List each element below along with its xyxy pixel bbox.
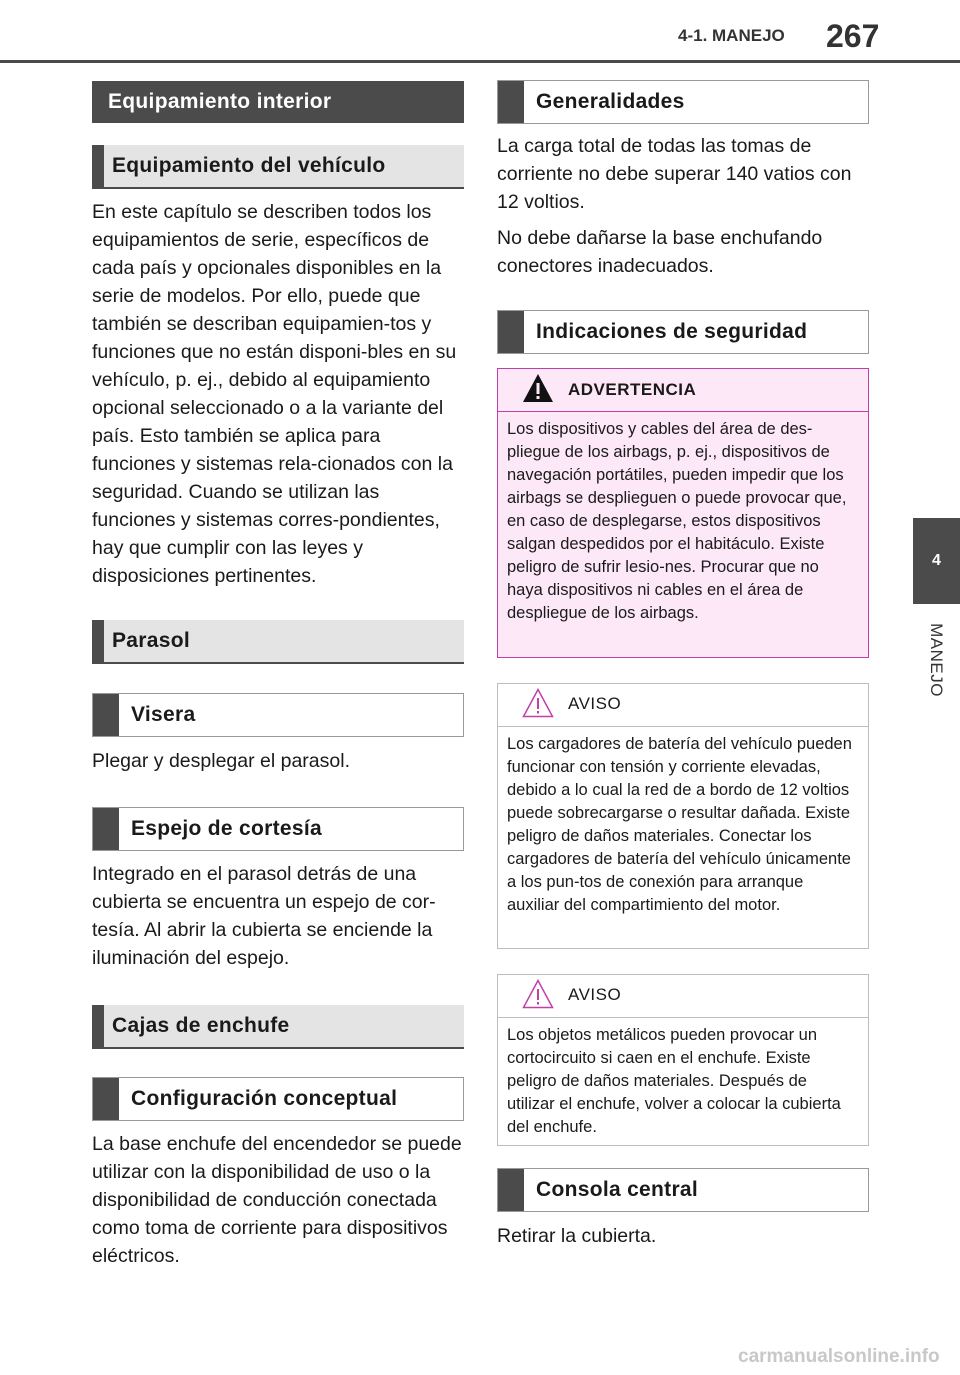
warning-triangle-icon <box>522 373 554 403</box>
warning-text: Los dispositivos y cables del área de des-pliegue de los airbags, p. ej., dispositivos de navegación portátiles, pueden impedir que los airbags se desplieguen o puede provocar que, en caso de desplegarse, estos dispositivos salgan despedidos por el habitáculo. Existe peligro de sufrir lesio-nes. Procurar que no haya dispositivos ni cables en el área de despliegue de los airbags. <box>507 420 847 622</box>
notice-title: AVISO <box>568 985 622 1004</box>
paragraph: En este capítulo se describen todos los equipamientos de serie, específicos de cada país y opcionales disponibles en la serie de modelos. Por ello, puede que también se describan equipamien-tos y funciones que no están disponi-bles en su vehículo, p. ej., debido al equipamiento opcional seleccionado o a la variante del país. Esto también se aplica para funciones y sistemas rela-cionados con la seguridad. Cuando se utilizan las funciones y sistemas corres-pondientes, hay que cumplir con las leyes y disposiciones pertinentes. <box>92 201 457 587</box>
caution-triangle-icon <box>522 979 554 1009</box>
paragraph: La base enchufe del encendedor se puede utilizar con la disponibilidad de uso o la disponibilidad de conducción conectada como toma de corriente para dispositivos eléctricos. <box>92 1133 462 1267</box>
heading-consola-central <box>497 1168 869 1212</box>
notice-title-bar <box>498 975 868 1018</box>
consola-paragraph <box>497 1222 869 1258</box>
notice-title: AVISO <box>568 694 622 713</box>
heading-text: Generalidades <box>536 90 685 113</box>
paragraph: Plegar y desplegar el parasol. <box>92 750 350 772</box>
heading-text: Equipamiento del vehículo <box>112 154 386 177</box>
paragraph: Integrado en el parasol detrás de una cubierta se encuentra un espejo de cor-tesía. Al abrir la cubierta se enciende la iluminación del espejo. <box>92 863 436 969</box>
notice-title-bar <box>498 684 868 727</box>
header-rule <box>0 60 960 63</box>
heading-text: Indicaciones de seguridad <box>536 320 808 343</box>
page-number: 267 <box>826 18 880 54</box>
caution-triangle-icon <box>522 688 554 718</box>
heading-text: Configuración conceptual <box>131 1087 398 1110</box>
watermark: carmanualsonline.info <box>738 1346 940 1367</box>
notice-text: Los objetos metálicos pueden provocar un cortocircuito si caen en el enchufe. Existe peligro de daños materiales. Después de utilizar el enchufe, volver a colocar la cubierta del enchufe. <box>507 1026 841 1136</box>
heading-text: Consola central <box>536 1178 699 1201</box>
paragraph: No debe dañarse la base enchufando conectores inadecuados. <box>497 227 823 277</box>
heading-equipamiento-vehiculo <box>92 145 464 189</box>
running-header-section: 4-1. MANEJO <box>678 26 785 45</box>
warning-title: ADVERTENCIA <box>568 380 697 399</box>
chapter-tab: 4 <box>913 518 960 604</box>
chapter-tab-label: MANEJO <box>927 623 946 697</box>
espejo-paragraph <box>92 860 468 980</box>
warning-title-bar <box>498 369 868 412</box>
notice-box-2 <box>497 974 869 1146</box>
visera-paragraph <box>92 747 468 783</box>
heading-cajas-enchufe <box>92 1005 464 1049</box>
notice-box-1 <box>497 683 869 949</box>
heading-text: Cajas de enchufe <box>112 1014 290 1037</box>
heading-parasol <box>92 620 464 664</box>
heading-indicaciones-seguridad <box>497 310 869 354</box>
generalidades-text <box>497 132 869 288</box>
heading-text: Espejo de cortesía <box>131 817 322 840</box>
heading-equipamiento-interior: Equipamiento interior <box>92 81 464 123</box>
heading-visera <box>92 693 464 737</box>
heading-text: Visera <box>131 703 196 726</box>
paragraph: La carga total de todas las tomas de corriente no debe superar 140 vatios con 12 voltios. <box>497 135 852 213</box>
heading-generalidades <box>497 80 869 124</box>
heading-espejo <box>92 807 464 851</box>
config-paragraph <box>92 1130 468 1278</box>
intro-paragraph <box>92 198 468 598</box>
warning-box <box>497 368 869 658</box>
paragraph: Retirar la cubierta. <box>497 1225 657 1247</box>
heading-text: Parasol <box>112 629 190 652</box>
notice-text: Los cargadores de batería del vehículo pueden funcionar con tensión y corriente elevadas, debido a lo cual la red de a bordo de 12 voltios puede sobrecargarse o resultar dañada. Existe peligro de daños materiales. Conectar los cargadores de batería del vehículo únicamente a los pun-tos de conexión para arranque auxiliar del compartimiento del motor. <box>507 735 852 914</box>
heading-configuracion-conceptual <box>92 1077 464 1121</box>
